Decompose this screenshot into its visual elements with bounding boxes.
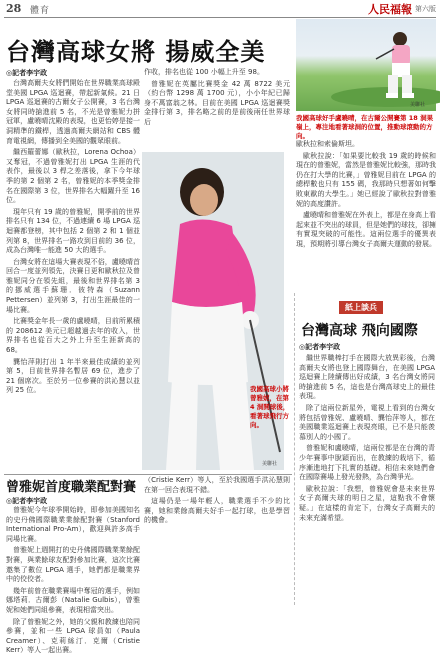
- sidebar-byline: ◎記者李宇政: [299, 343, 341, 351]
- sidebar-paragraph: 繼世界職棒打手在國際大放異彩後，台灣高爾夫女將也登上國際舞台，在美國 LPGA 巡迴賽上陸續傳出好成績，3 名台灣女將同時搶進前 5 名，這也是台灣高球史上的最佳表現。: [299, 354, 435, 401]
- main-paragraph: 龔怡萍則打出 1 年半來最佳成績的並列第 5，目前世界排名暫居 69 位，進步了 21 個席次。至於另一位參賽的洪沁慧以並列 25 位。: [6, 357, 140, 395]
- main-article-col1: [6, 79, 140, 471]
- sidebar-paragraph: 除了這兩位新星外，電視上看到的台灣女將包括曾雅妮、盧曉晴、龔怡萍等人，都在美國職業巡迴賽上表現亮眼，已不是只能羨慕別人的小國了。: [299, 403, 435, 441]
- sub-paragraph: 幾年前曾在職業賽場中奪冠的選手，例如娜塔莉．古爾彭（Natalie Gulbis），曾雅妮和她們同組參賽，表現相當突出。: [6, 586, 140, 614]
- right-paragraph: 歐秋拉和索倫斯坦。: [296, 140, 359, 148]
- main-paragraph: 台灣高爾夫女將們開始在世界職業高球殿堂美國 LPGA 巡迴賽，帶起新氣候。21 日 LPGA 巡迴賽的古爾女子公開賽，3 名台灣女將同時搶進前 5 名，不光是曾雅妮力拼冠軍，盧曉晴沈殿的表現，也更怡婷是接一洞精準的鐵桿，透過高爾夫網站和 CBS 體育電視網，傳播到全美國的觀眾眼前。: [6, 79, 140, 145]
- main-paragraph: 作收，排名也從 100 小幅上升至 98。: [144, 68, 264, 76]
- edition-label: 第六版: [415, 5, 436, 13]
- main-paragraph: 繼西羅蕾娜（歐秋拉，Lorena Ochoa）又奪冠，不過曾雅妮打出 LPGA 生涯的代表作，最後以 3 桿之差落後，拿下今年球季的第 2 個第 2 名，曾雅妮的本季獎金排名在國際第 3 位，世界排名大幅躍升至 16 位。: [6, 148, 140, 205]
- sub-paragraph: 曾雅妮今年球季開始時，即參加美國知名的史丹佛國際職業業餘配對賽（Stanford International Pro-Am），歡迎與許多高手同場比賽。: [6, 506, 140, 543]
- sub-article-byline: ◎記者李宇政: [6, 497, 48, 505]
- newspaper-logo: 人民福報: [368, 3, 412, 16]
- photo-main-caption: 我國高球小將曾雅妮，在第 4 洞開球後，看著球飛行方向。: [250, 385, 290, 429]
- right-article-col: [296, 140, 436, 290]
- sidebar-body: [299, 354, 435, 586]
- sidebar-paragraph: 歐秋拉說：「我想，曾雅妮會是未來世界女子高爾夫球的明日之星，這點我不會懷疑。」在這樣的肯定下，台灣女子高爾夫的未來充滿希望。: [299, 484, 435, 522]
- section-label: 體育: [30, 6, 51, 16]
- main-article-col2: [144, 68, 290, 150]
- main-paragraph: 現年只有 19 歲的曾雅妮，開季前的世界排名只有 134 位，不過連續 6 場 LPGA 巡迴賽都登榜，其中包括 2 個第 2 和 1 個並列第 8，世界排名一路攻到目前的 36 位，成為台灣唯一能進 50 大的選手。: [6, 207, 140, 255]
- photo-main-credit: 美聯社: [262, 461, 278, 467]
- sidebar-tag: 紙上談兵: [339, 301, 383, 314]
- main-byline: ◎記者李宇政: [6, 69, 48, 77]
- sub-paragraph: 除了曾雅妮之外，她的父親和教練也陪同參賽，並和一些 LPGA 球員如（Paula Creamer）、克莉絲汀．克爾（Cristie Kerr）等人一起出賽。: [6, 617, 140, 655]
- sub-article-col2: [144, 476, 290, 606]
- sidebar-title: 台灣高球 飛向國際: [301, 323, 418, 339]
- sub-article-col1: [6, 506, 140, 655]
- page-number: 28: [6, 2, 22, 15]
- golfer-crouching-icon: [296, 19, 436, 111]
- sub-article-rule: [4, 474, 292, 475]
- sidebar-box: [294, 293, 437, 605]
- photo-top-caption: 我國高球好手盧曉晴，在古爾公開賽第 18 洞果嶺上，專注地看著球洞的位置，推動球滾動的方向。: [296, 114, 434, 140]
- sub-paragraph: 這場仍是一場年輕人，職業選手不少的比賽，她和業餘高爾夫好手一起打球，也是學習的機會。: [144, 497, 290, 525]
- sub-article-title: 曾雅妮首度職業配對賽: [6, 480, 137, 495]
- headline: 台灣高球女將 揚威全美: [6, 37, 266, 66]
- sub-paragraph: （Cristie Kerr）等人，至於我國選手洪沁慧則在第一回合表現不錯。: [144, 476, 290, 494]
- photo-top-credit: 美聯社: [410, 102, 426, 108]
- sub-paragraph: 曾雅妮上週開打的史丹佛國際職業業餘配對賽，與業餘球友配對參加比賽，這次比賽邀集了數位 LPGA 選手，她們都是職業界中的佼佼者。: [6, 546, 140, 584]
- main-paragraph: 比賽獎金年長一歲的盧曉晴，目前所累積的 208612 美元已超越過去年的收入，世界排名也從百大之外上升至生涯新高的 68。: [6, 317, 140, 355]
- header-rule: [4, 17, 436, 18]
- sidebar-paragraph: 曾雅妮和盧曉晴，這兩位都是在台灣的青少年賽事中脫穎而出，在教練的栽培下，循序漸進地打下扎實的基礎。相信未來她們會在國際賽場上發光發熱，為台灣爭光。: [299, 444, 435, 482]
- right-paragraph: 歐秋拉說：「如果要比較我 19 歲的時候和現在的曾雅妮，當然是曾雅妮比較強，那時我仍在打大學的比賽，」曾雅妮目前在 LPGA 的總桿數也只有 155 碼，我那時只想著如何擊敗東歐的大學生。」她已經說了歐秋拉對曾雅妮的高度讚許。: [296, 151, 436, 208]
- main-paragraph: 台灣女將在這場大賽表現不俗，盧曉晴首回合一度並列領先，決賽日更和歐秋拉及曾雅妮同分在領先組，最後和世界排名第 3 的挪威選手蘇珊．彼特森（Suzann Pettersen）並列第 3，打出生涯最佳的一場比賽。: [6, 257, 140, 314]
- main-paragraph: 曾雅妮在英屬比賽獎金 42 萬 8722 美元（約台幣 1298 萬 1700 元），小小年紀已歸身不萬富翁之林。目前在美國 LPGA 巡迴賽獎金排行第 3，排名略之前的是前後兩任世界球后: [144, 79, 290, 126]
- photo-green-putt: [296, 19, 436, 111]
- right-paragraph: 盧曉晴和曾雅妮在外表上，都是在身高上看起來並不突出的球員，但是她們的球技，卻擁有實現突破的可能性。這兩位選手的優異表現，預期將引導台灣女子高爾夫運動的發展。: [296, 211, 436, 248]
